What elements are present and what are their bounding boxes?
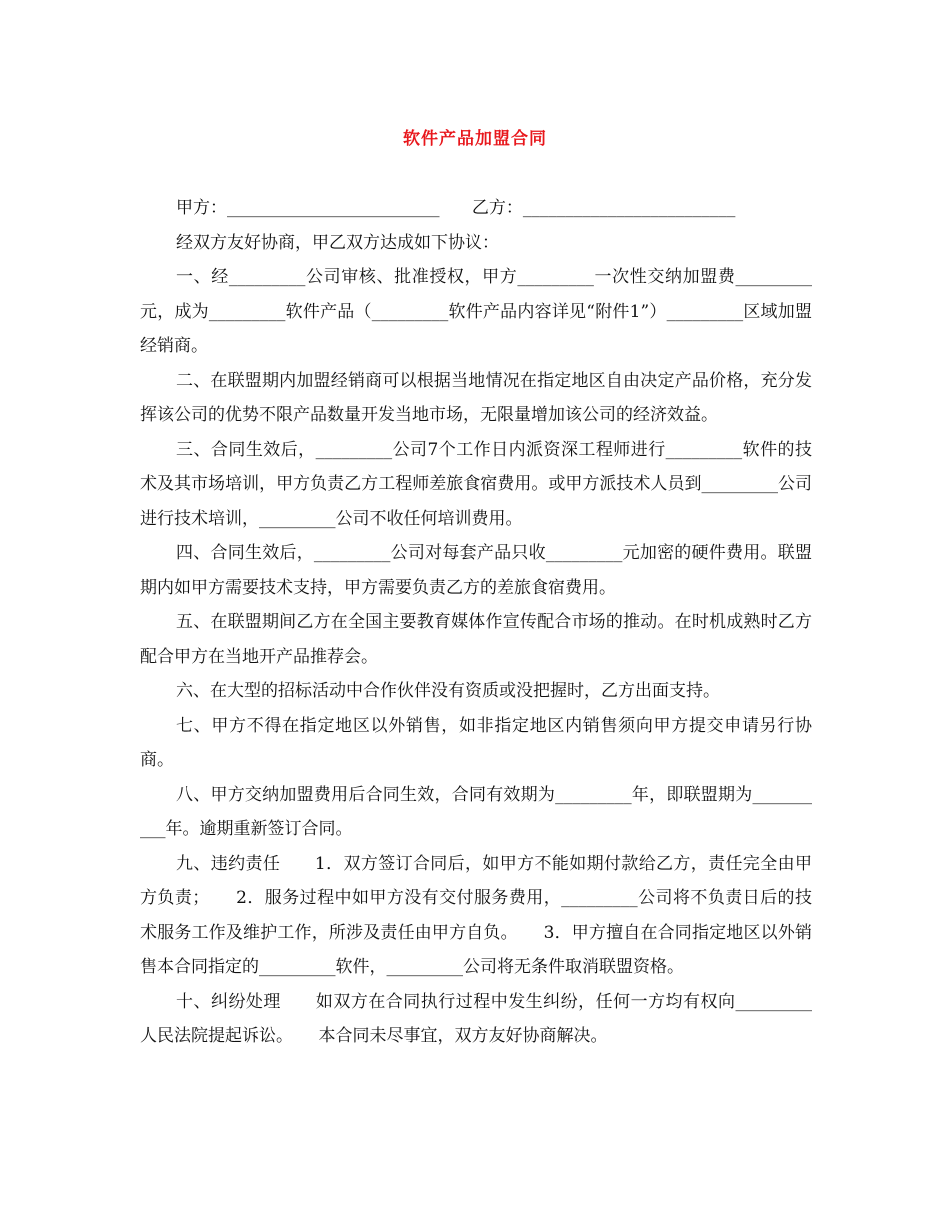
- clause-2: 二、在联盟期内加盟经销商可以根据当地情况在指定地区自由决定产品价格，充分发挥该公司的优势不限产品数量开发当地市场，无限量增加该公司的经济效益。: [140, 370, 812, 425]
- clause-1: 一、经_________公司审核、批准授权，甲方_________一次性交纳加盟费_________元，成为_________软件产品（_________软件产品内容详见“附件1”）_________区域加盟经销商。: [140, 267, 812, 356]
- clause-5: 五、在联盟期间乙方在全国主要教育媒体作宣传配合市场的推动。在时机成熟时乙方配合甲方在当地开产品推荐会。: [140, 612, 812, 667]
- contract-body: [140, 191, 812, 1054]
- clause-7: 七、甲方不得在指定地区以外销售，如非指定地区内销售须向甲方提交申请另行协商。: [140, 715, 812, 770]
- clause-10-dispute-resolution: 十、纠纷处理 如双方在合同执行过程中发生纠纷，任何一方均有权向_________人民法院提起诉讼。 本合同未尽事宜，双方友好协商解决。: [140, 991, 812, 1046]
- clause-9-breach-liability: 九、违约责任 1．双方签订合同后，如甲方不能如期付款给乙方，责任完全由甲方负责； 2．服务过程中如甲方没有交付服务费用，_________公司将不负责日后的技术服务工作及维护工作，所涉及责任由甲方自负。 3．甲方擅自在合同指定地区以外销售本合同指定的_________软件，_________公司将无条件取消联盟资格。: [140, 853, 812, 977]
- document-title: 软件产品加盟合同: [403, 129, 547, 149]
- clause-3: 三、合同生效后，_________公司7个工作日内派资深工程师进行_________软件的技术及其市场培训，甲方负责乙方工程师差旅食宿费用。或甲方派技术人员到_________公司进行技术培训，_________公司不收任何培训费用。: [140, 439, 812, 529]
- clause-6: 六、在大型的招标活动中合作伙伴没有资质或没把握时，乙方出面支持。: [176, 681, 720, 701]
- clause-8: 八、甲方交纳加盟费用后合同生效，合同有效期为_________年，即联盟期为__________年。逾期重新签订合同。: [140, 784, 812, 839]
- parties-line: 甲方：_________________________ 乙方：_________________________: [176, 198, 736, 218]
- paragraph-intro: 经双方友好协商，甲乙双方达成如下协议：: [176, 232, 499, 253]
- clause-4: 四、合同生效后，_________公司对每套产品只收_________元加密的硬件费用。联盟期内如甲方需要技术支持，甲方需要负责乙方的差旅食宿费用。: [140, 543, 812, 598]
